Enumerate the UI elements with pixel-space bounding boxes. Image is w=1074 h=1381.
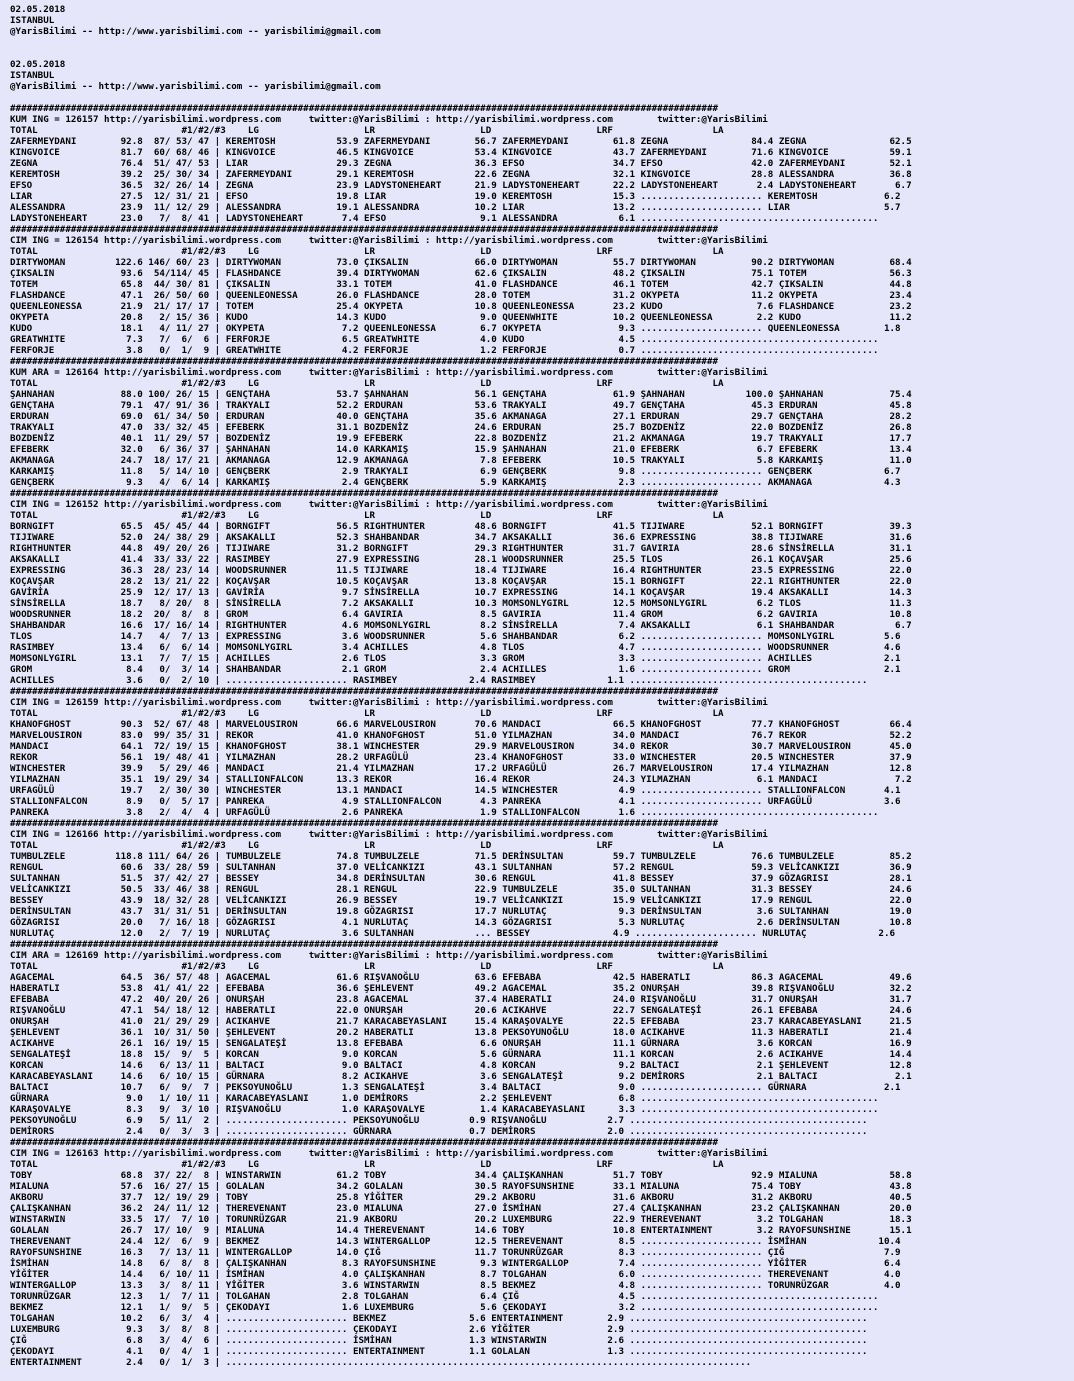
race-separator: ################################################################################################################################ <box>10 224 719 235</box>
horse-row: KARKAMIŞ 11.8 5/ 14/ 10 | GENÇBERK 2.9 TRAKYALI 6.9 GENÇBERK 9.8 ...................... GENÇBERK 6.7 <box>10 466 901 477</box>
horse-row: RIŞVANOĞLU 47.1 54/ 18/ 12 | HABERATLI 22.0 ONURŞAH 20.6 ACIKAHVE 22.7 SENGALATEŞİ 26.1 EFEBABA 24.6 <box>10 1005 912 1016</box>
horse-row: ÇIKSALIN 93.6 54/114/ 45 | FLASHDANCE 39.4 DIRTYWOMAN 62.6 ÇIKSALIN 48.2 ÇIKSALIN 75.1 TOTEM 56.3 <box>10 268 912 279</box>
race-title: KUM ARA = 126164 http://yarisbilimi.wordpress.com twitter:@YarisBilimi : http://yarisbilimi.wordpress.com twitter:@YarisBilimi <box>10 367 768 378</box>
horse-row: SHAHBANDAR 16.6 17/ 16/ 14 | RIGHTHUNTER 4.6 MOMSONLYGIRL 8.2 SİNSİRELLA 7.4 AKSAKALLI 6.1 SHAHBANDAR 6.7 <box>10 620 912 631</box>
horse-row: ŞAHNAHAN 88.0 100/ 26/ 15 | GENÇTAHA 53.7 ŞAHNAHAN 56.1 GENÇTAHA 61.9 ŞAHNAHAN 100.0 ŞAHNAHAN 75.4 <box>10 389 912 400</box>
horse-row: WOODSRUNNER 18.2 20/ 8/ 8 | GROM 6.4 GAVIRIA 8.5 GAVIRIA 11.4 GROM 6.2 GAVIRIA 10.8 <box>10 609 912 620</box>
horse-row: GROM 8.4 0/ 3/ 14 | SHAHBANDAR 2.1 GROM 2.4 ACHILLES 1.6 ...................... GROM 2.1 <box>10 664 901 675</box>
horse-row: DIRTYWOMAN 122.6 146/ 60/ 23 | DIRTYWOMAN 73.0 ÇIKSALIN 66.0 DIRTYWOMAN 55.7 DIRTYWOMAN 90.2 DIRTYWOMAN 68.4 <box>10 257 912 268</box>
horse-row: GÖZAGRISI 20.0 7/ 16/ 18 | GÖZAGRISI 4.1 NURLUTAÇ 14.3 GÖZAGRISI 5.3 NURLUTAÇ 2.6 DERİNSULTAN 10.8 <box>10 917 912 928</box>
horse-row: REKOR 56.1 19/ 48/ 41 | YILMAZHAN 28.2 URFAGÜLÜ 23.4 KHANOFGHOST 33.0 WINCHESTER 20.5 WINCHESTER 37.9 <box>10 752 912 763</box>
horse-row: GENÇTAHA 79.1 47/ 91/ 36 | TRAKYALI 52.2 ERDURAN 53.6 TRAKYALI 49.7 GENÇTAHA 45.3 ERDURAN 45.8 <box>10 400 912 411</box>
horse-row: QUEENLEONESSA 21.9 21/ 17/ 17 | TOTEM 25.4 OKYPETA 10.8 QUEENLEONESSA 23.2 KUDO 7.6 FLASHDANCE 23.2 <box>10 301 912 312</box>
horse-row: TRAKYALI 47.0 33/ 32/ 45 | EFEBERK 31.1 BOZDENİZ 24.6 ERDURAN 25.7 BOZDENİZ 22.0 BOZDENİZ 26.8 <box>10 422 912 433</box>
race-title: CIM ING = 126159 http://yarisbilimi.wordpress.com twitter:@YarisBilimi : http://yarisbilimi.wordpress.com twitter:@YarisBilimi <box>10 697 768 708</box>
horse-row: DERİNSULTAN 43.7 31/ 31/ 51 | DERİNSULTAN 19.8 GÖZAGRISI 17.7 NURLUTAÇ 9.3 DERİNSULTAN 3.6 SULTANHAN 19.0 <box>10 906 912 917</box>
horse-row: TUMBULZELE 118.8 111/ 64/ 26 | TUMBULZELE 74.8 TUMBULZELE 71.5 DERİNSULTAN 59.7 TUMBULZELE 76.6 TUMBULZELE 85.2 <box>10 851 912 862</box>
race-separator: ################################################################################################################################ <box>10 686 719 697</box>
horse-row: PANREKA 3.8 2/ 4/ 4 | URFAGÜLÜ 2.6 PANREKA 1.9 STALLIONFALCON 1.6 ........................................... <box>10 807 879 818</box>
horse-row: BOZDENİZ 40.1 11/ 29/ 57 | BOZDENİZ 19.9 EFEBERK 22.8 BOZDENİZ 21.2 AKMANAGA 19.7 TRAKYALI 17.7 <box>10 433 912 444</box>
race-title: CIM ING = 126166 http://yarisbilimi.wordpress.com twitter:@YarisBilimi : http://yarisbilimi.wordpress.com twitter:@YarisBilimi <box>10 829 768 840</box>
horse-row: WINTERGALLOP 13.3 3/ 8/ 11 | YİĞİTER 3.6 WINSTARWIN 8.5 BEKMEZ 4.8 ...................... TORUNRÜZGAR 4.0 <box>10 1280 901 1291</box>
horse-row: ONURŞAH 41.0 21/ 29/ 29 | ACIKAHVE 21.7 KARACABEYASLANI 15.4 KARAŞOVALYE 22.5 EFEBABA 23.7 KARACABEYASLANI 21.5 <box>10 1016 912 1027</box>
horse-row: EFSO 36.5 32/ 26/ 14 | ZEGNA 23.9 LADYSTONEHEART 21.9 LADYSTONEHEART 22.2 LADYSTONEHEART 2.4 LADYSTONEHEART 6.7 <box>10 180 912 191</box>
horse-row: SULTANHAN 51.5 37/ 42/ 27 | BESSEY 34.8 DERİNSULTAN 30.6 RENGUL 41.8 BESSEY 37.9 GÖZAGRISI 28.1 <box>10 873 912 884</box>
horse-row: İSMİHAN 14.8 6/ 8/ 8 | ÇALIŞKANHAN 8.3 RAYOFSUNSHINE 9.3 WINTERGALLOP 7.4 ...................... YİĞİTER 6.4 <box>10 1258 901 1269</box>
horse-row: AKBORU 37.7 12/ 19/ 29 | TOBY 25.8 YİĞİTER 29.2 AKBORU 31.6 AKBORU 31.2 AKBORU 40.5 <box>10 1192 912 1203</box>
horse-row: BESSEY 43.9 18/ 32/ 28 | VELİCANKIZI 26.9 BESSEY 19.7 VELİCANKIZI 15.9 VELİCANKIZI 17.9 RENGUL 22.0 <box>10 895 912 906</box>
horse-row: ALESSANDRA 23.9 11/ 12/ 29 | ALESSANDRA 19.1 ALESSANDRA 10.2 LIAR 13.2 ...................... LIAR 5.7 <box>10 202 901 213</box>
horse-row: NURLUTAÇ 12.0 2/ 7/ 19 | NURLUTAÇ 3.6 SULTANHAN ... BESSEY 4.9 ...................... NURLUTAÇ 2.6 <box>10 928 896 939</box>
horse-row: THEREVENANT 24.4 12/ 6/ 9 | BEKMEZ 14.3 WINTERGALLOP 12.5 THEREVENANT 8.5 ...................... İSMİHAN 10.4 <box>10 1236 901 1247</box>
horse-row: RIGHTHUNTER 44.8 49/ 20/ 26 | TIJIWARE 31.2 BORNGIFT 29.3 RIGHTHUNTER 31.7 GAVIRIA 28.6 SİNSİRELLA 31.1 <box>10 543 912 554</box>
horse-row: GENÇBERK 9.3 4/ 6/ 14 | KARKAMIŞ 2.4 GENÇBERK 5.9 KARKAMIŞ 2.3 ...................... AKMANAGA 4.3 <box>10 477 901 488</box>
header-line: 02.05.2018 <box>10 4 66 15</box>
horse-row: ÇIĞ 6.8 3/ 4/ 6 | ...................... İSMİHAN 1.3 WINSTARWIN 2.6 ........................................... <box>10 1335 868 1346</box>
horse-row: LUXEMBURG 9.3 3/ 8/ 8 | ...................... ÇEKODAYI 2.6 YİĞİTER 2.9 ........................................... <box>10 1324 868 1335</box>
column-header: TOTAL #1/#2/#3 LG LR LD LRF LA <box>10 246 724 257</box>
header-line: @YarisBilimi -- http://www.yarisbilimi.com -- yarisbilimi@gmail.com <box>10 26 381 37</box>
horse-row: PEKSOYUNOĞLU 6.9 5/ 11/ 2 | ...................... PEKSOYUNOĞLU 0.9 RIŞVANOĞLU 2.7 ........................................... <box>10 1115 868 1126</box>
header-line <box>10 48 1074 59</box>
horse-row: FLASHDANCE 47.1 26/ 50/ 60 | QUEENLEONESSA 26.0 FLASHDANCE 28.0 TOTEM 31.2 OKYPETA 11.2 OKYPETA 23.4 <box>10 290 912 301</box>
horse-row: KARAŞOVALYE 8.3 9/ 3/ 10 | RIŞVANOĞLU 1.0 KARAŞOVALYE 1.4 KARACABEYASLANI 3.3 ........................................... <box>10 1104 879 1115</box>
race-title: CIM ING = 126154 http://yarisbilimi.wordpress.com twitter:@YarisBilimi : http://yarisbilimi.wordpress.com twitter:@YarisBilimi <box>10 235 768 246</box>
race-separator: ################################################################################################################################ <box>10 103 719 114</box>
horse-row: ŞEHLEVENT 36.1 10/ 31/ 50 | ŞEHLEVENT 20.2 HABERATLI 13.8 PEKSOYUNOĞLU 18.0 ACIKAHVE 11.3 HABERATLI 21.4 <box>10 1027 912 1038</box>
column-header: TOTAL #1/#2/#3 LG LR LD LRF LA <box>10 378 724 389</box>
race-title: CIM ING = 126163 http://yarisbilimi.wordpress.com twitter:@YarisBilimi : http://yarisbilimi.wordpress.com twitter:@YarisBilimi <box>10 1148 768 1159</box>
horse-row: ÇALIŞKANHAN 36.2 24/ 11/ 12 | THEREVENANT 23.0 MIALUNA 27.0 İSMİHAN 27.4 ÇALIŞKANHAN 23.2 ÇALIŞKANHAN 20.0 <box>10 1203 912 1214</box>
horse-row: FERFORJE 3.8 0/ 1/ 9 | GREATWHITE 4.2 FERFORJE 1.2 FERFORJE 0.7 ........................................... <box>10 345 879 356</box>
horse-row: BEKMEZ 12.1 1/ 9/ 5 | ÇEKODAYI 1.6 LUXEMBURG 5.6 ÇEKODAYI 3.2 ........................................... <box>10 1302 879 1313</box>
horse-row: AKSAKALLI 41.4 33/ 33/ 22 | RASIMBEY 27.9 EXPRESSING 28.1 WOODSRUNNER 25.5 TLOS 26.1 KOÇAVŞAR 25.6 <box>10 554 912 565</box>
horse-row: LADYSTONEHEART 23.0 7/ 8/ 41 | LADYSTONEHEART 7.4 EFSO 9.1 ALESSANDRA 6.1 ........................................... <box>10 213 879 224</box>
horse-row: KEREMTOSH 39.2 25/ 30/ 34 | ZAFERMEYDANI 29.1 KEREMTOSH 22.6 ZEGNA 32.1 KINGVOICE 28.8 ALESSANDRA 36.8 <box>10 169 912 180</box>
horse-row: EFEBABA 47.2 40/ 20/ 26 | ONURŞAH 23.8 AGACEMAL 37.4 HABERATLI 24.0 RIŞVANOĞLU 31.7 ONURŞAH 31.7 <box>10 994 912 1005</box>
horse-row: EFEBERK 32.0 6/ 36/ 37 | ŞAHNAHAN 14.0 KARKAMIŞ 15.9 ŞAHNAHAN 21.0 EFEBERK 6.7 EFEBERK 13.4 <box>10 444 912 455</box>
race-title: CIM ING = 126152 http://yarisbilimi.wordpress.com twitter:@YarisBilimi : http://yarisbilimi.wordpress.com twitter:@YarisBilimi <box>10 499 768 510</box>
horse-row: LIAR 27.5 12/ 31/ 21 | EFSO 19.8 LIAR 19.0 KEREMTOSH 15.3 ...................... KEREMTOSH 6.2 <box>10 191 901 202</box>
horse-row: MANDACI 64.1 72/ 19/ 15 | KHANOFGHOST 38.1 WINCHESTER 29.9 MARVELOUSIRON 34.0 REKOR 30.7 MARVELOUSIRON 45.0 <box>10 741 912 752</box>
horse-row: WINSTARWIN 33.5 17/ 7/ 10 | TORUNRÜZGAR 21.9 AKBORU 20.2 LUXEMBURG 22.9 THEREVENANT 3.2 TOLGAHAN 18.3 <box>10 1214 912 1225</box>
horse-row: RAYOFSUNSHINE 16.3 7/ 13/ 11 | WINTERGALLOP 14.0 ÇIĞ 11.7 TORUNRÜZGAR 8.3 ...................... ÇIĞ 7.9 <box>10 1247 901 1258</box>
horse-row: ZAFERMEYDANI 92.8 87/ 53/ 47 | KEREMTOSH 53.9 ZAFERMEYDANI 56.7 ZAFERMEYDANI 61.8 ZEGNA 84.4 ZEGNA 62.5 <box>10 136 912 147</box>
horse-row: WINCHESTER 39.9 5/ 29/ 46 | MANDACI 21.4 YILMAZHAN 17.2 URFAGÜLÜ 26.7 MARVELOUSIRON 17.4 YILMAZHAN 12.8 <box>10 763 912 774</box>
horse-row: KINGVOICE 81.7 60/ 68/ 46 | KINGVOICE 46.5 KINGVOICE 53.4 KINGVOICE 43.7 ZAFERMEYDANI 71.6 KINGVOICE 59.1 <box>10 147 912 158</box>
horse-row: RASIMBEY 13.4 6/ 6/ 14 | MOMSONLYGIRL 3.4 ACHILLES 4.8 TLOS 4.7 ...................... WOODSRUNNER 4.6 <box>10 642 901 653</box>
column-header: TOTAL #1/#2/#3 LG LR LD LRF LA <box>10 510 724 521</box>
horse-row: GREATWHITE 7.3 7/ 6/ 6 | FERFORJE 6.5 GREATWHITE 4.0 KUDO 4.5 ........................................... <box>10 334 879 345</box>
horse-row: AGACEMAL 64.5 36/ 57/ 48 | AGACEMAL 61.6 RIŞVANOĞLU 63.6 EFEBABA 42.5 HABERATLI 86.3 AGACEMAL 49.6 <box>10 972 912 983</box>
header-line <box>10 92 1074 103</box>
horse-row: MARVELOUSIRON 83.0 99/ 35/ 31 | REKOR 41.0 KHANOFGHOST 51.0 YILMAZHAN 34.0 MANDACI 76.7 REKOR 52.2 <box>10 730 912 741</box>
race-separator: ################################################################################################################################ <box>10 356 719 367</box>
horse-row: KORCAN 14.6 6/ 13/ 11 | BALTACI 9.0 BALTACI 4.8 KORCAN 9.2 BALTACI 2.1 ŞEHLEVENT 12.8 <box>10 1060 912 1071</box>
horse-row: MIALUNA 57.6 16/ 27/ 15 | GOLALAN 34.2 GOLALAN 30.5 RAYOFSUNSHINE 33.1 MIALUNA 75.4 TOBY 43.8 <box>10 1181 912 1192</box>
column-header: TOTAL #1/#2/#3 LG LR LD LRF LA <box>10 1159 724 1170</box>
horse-row: URFAGÜLÜ 19.7 2/ 30/ 30 | WINCHESTER 13.1 MANDACI 14.5 WINCHESTER 4.9 ...................... STALLIONFALCON 4.1 <box>10 785 901 796</box>
horse-row: RENGUL 60.6 33/ 28/ 59 | SULTANHAN 37.0 VELİCANKIZI 43.1 SULTANHAN 57.2 RENGUL 59.3 VELİCANKIZI 36.9 <box>10 862 912 873</box>
column-header: TOTAL #1/#2/#3 LG LR LD LRF LA <box>10 708 724 719</box>
horse-row: YİĞİTER 14.4 6/ 10/ 11 | İSMİHAN 4.0 ÇALIŞKANHAN 8.7 TOLGAHAN 6.0 ...................... THEREVENANT 4.0 <box>10 1269 901 1280</box>
horse-row: AKMANAGA 24.7 18/ 17/ 21 | AKMANAGA 12.9 AKMANAGA 7.8 EFEBERK 10.5 TRAKYALI 5.8 KARKAMIŞ 11.0 <box>10 455 912 466</box>
horse-row: KOÇAVŞAR 28.2 13/ 21/ 22 | KOÇAVŞAR 10.5 KOÇAVŞAR 13.8 KOÇAVŞAR 15.1 BORNGIFT 22.1 RIGHTHUNTER 22.0 <box>10 576 912 587</box>
horse-row: KUDO 18.1 4/ 11/ 27 | OKYPETA 7.2 QUEENLEONESSA 6.7 OKYPETA 9.3 ...................... QUEENLEONESSA 1.8 <box>10 323 901 334</box>
race-separator: ################################################################################################################################ <box>10 818 719 829</box>
horse-row: BALTACI 10.7 6/ 9/ 7 | PEKSOYUNOĞLU 1.3 SENGALATEŞİ 3.4 BALTACI 9.0 ...................... GÜRNARA 2.1 <box>10 1082 901 1093</box>
horse-row: DEMİRORS 2.4 0/ 3/ 3 | ...................... GÜRNARA 0.7 DEMİRORS 2.0 ........................................... <box>10 1126 868 1137</box>
horse-row: KARACABEYASLANI 14.6 6/ 10/ 15 | GÜRNARA 8.2 ACIKAHVE 3.6 SENGALATEŞİ 9.2 DEMİRORS 2.1 BALTACI 2.1 <box>10 1071 912 1082</box>
header-line <box>10 37 1074 48</box>
horse-row: ZEGNA 76.4 51/ 47/ 53 | LIAR 29.3 ZEGNA 36.3 EFSO 34.7 EFSO 42.0 ZAFERMEYDANI 52.1 <box>10 158 912 169</box>
horse-row: GÜRNARA 9.0 1/ 10/ 11 | KARACABEYASLANI 1.0 DEMİRORS 2.2 ŞEHLEVENT 6.8 ........................................... <box>10 1093 879 1104</box>
horse-row: SENGALATEŞİ 18.8 15/ 9/ 5 | KORCAN 9.0 KORCAN 5.6 GÜRNARA 11.1 KORCAN 2.6 ACIKAHVE 14.4 <box>10 1049 912 1060</box>
column-header: TOTAL #1/#2/#3 LG LR LD LRF LA <box>10 840 724 851</box>
horse-row: TOBY 68.8 37/ 22/ 8 | WINSTARWIN 61.2 TOBY 34.4 ÇALIŞKANHAN 51.7 TOBY 92.9 MIALUNA 58.8 <box>10 1170 912 1181</box>
horse-row: ENTERTAINMENT 2.4 0/ 1/ 3 | ............................................................................................... <box>10 1357 752 1368</box>
horse-row: YILMAZHAN 35.1 19/ 29/ 34 | STALLIONFALCON 13.3 REKOR 16.4 REKOR 24.3 YILMAZHAN 6.1 MANDACI 7.2 <box>10 774 912 785</box>
horse-row: BORNGIFT 65.5 45/ 45/ 44 | BORNGIFT 56.5 RIGHTHUNTER 48.6 BORNGIFT 41.5 TIJIWARE 52.1 BORNGIFT 39.3 <box>10 521 912 532</box>
horse-row: HABERATLI 53.8 41/ 41/ 22 | EFEBABA 36.6 ŞEHLEVENT 49.2 AGACEMAL 35.2 ONURŞAH 39.8 RIŞVANOĞLU 32.2 <box>10 983 912 994</box>
race-title: CIM ARA = 126169 http://yarisbilimi.wordpress.com twitter:@YarisBilimi : http://yarisbilimi.wordpress.com twitter:@YarisBilimi <box>10 950 768 961</box>
horse-row: GOLALAN 26.7 17/ 10/ 9 | MIALUNA 14.4 THEREVENANT 14.6 TOBY 10.8 ENTERTAINMENT 3.2 RAYOFSUNSHINE 15.1 <box>10 1225 912 1236</box>
column-header: TOTAL #1/#2/#3 LG LR LD LRF LA <box>10 125 724 136</box>
horse-row: MOMSONLYGIRL 13.1 7/ 7/ 15 | ACHILLES 2.6 TLOS 3.3 GROM 3.3 ...................... ACHILLES 2.1 <box>10 653 901 664</box>
race-separator: ################################################################################################################################ <box>10 939 719 950</box>
horse-row: TIJIWARE 52.0 24/ 38/ 29 | AKSAKALLI 52.3 SHAHBANDAR 34.7 AKSAKALLI 36.6 EXPRESSING 38.8 TIJIWARE 31.6 <box>10 532 912 543</box>
horse-row: TORUNRÜZGAR 12.3 1/ 7/ 11 | TOLGAHAN 2.8 TOLGAHAN 6.4 ÇIĞ 4.5 ........................................... <box>10 1291 879 1302</box>
horse-row: KHANOFGHOST 90.3 52/ 67/ 48 | MARVELOUSIRON 66.6 MARVELOUSIRON 70.6 MANDACI 66.5 KHANOFGHOST 77.7 KHANOFGHOST 66.4 <box>10 719 912 730</box>
horse-row: ERDURAN 69.0 61/ 34/ 50 | ERDURAN 40.0 GENÇTAHA 35.6 AKMANAGA 27.1 ERDURAN 29.7 GENÇTAHA 28.2 <box>10 411 912 422</box>
horse-row: VELİCANKIZI 50.5 33/ 46/ 38 | RENGUL 28.1 RENGUL 22.9 TUMBULZELE 35.0 SULTANHAN 31.3 BESSEY 24.6 <box>10 884 912 895</box>
race-separator: ################################################################################################################################ <box>10 1137 719 1148</box>
header-line: @YarisBilimi -- http://www.yarisbilimi.com -- yarisbilimi@gmail.com <box>10 81 381 92</box>
horse-row: EXPRESSING 36.3 28/ 23/ 14 | WOODSRUNNER 11.5 TIJIWARE 18.4 TIJIWARE 16.4 RIGHTHUNTER 23.5 EXPRESSING 22.0 <box>10 565 912 576</box>
horse-row: ÇEKODAYI 4.1 0/ 4/ 1 | ...................... ENTERTAINMENT 1.1 GOLALAN 1.3 ........................................... <box>10 1346 868 1357</box>
race-separator: ################################################################################################################################ <box>10 488 719 499</box>
horse-row: TOTEM 65.8 44/ 30/ 81 | ÇIKSALIN 33.1 TOTEM 41.0 FLASHDANCE 46.1 TOTEM 42.7 ÇIKSALIN 44.8 <box>10 279 912 290</box>
header-line: ISTANBUL <box>10 15 55 26</box>
horse-row: OKYPETA 20.8 2/ 15/ 36 | KUDO 14.3 KUDO 9.0 QUEENWHITE 10.2 QUEENLEONESSA 2.2 KUDO 11.2 <box>10 312 912 323</box>
horse-row: TOLGAHAN 10.2 6/ 3/ 4 | ...................... BEKMEZ 5.6 ENTERTAINMENT 2.9 ........................................... <box>10 1313 868 1324</box>
horse-row: SİNSİRELLA 18.7 8/ 20/ 8 | SİNSİRELLA 7.2 AKSAKALLI 10.3 MOMSONLYGIRL 12.5 MOMSONLYGIRL 6.2 TLOS 11.3 <box>10 598 912 609</box>
header-line: ISTANBUL <box>10 70 55 81</box>
horse-row: GAVİRİA 25.9 12/ 17/ 13 | GAVİRİA 9.7 SİNSİRELLA 10.7 EXPRESSING 14.1 KOÇAVŞAR 19.4 AKSAKALLI 14.3 <box>10 587 912 598</box>
horse-row: ACHILLES 3.6 0/ 2/ 10 | ...................... RASIMBEY 2.4 RASIMBEY 1.1 ........................................... <box>10 675 868 686</box>
column-header: TOTAL #1/#2/#3 LG LR LD LRF LA <box>10 961 724 972</box>
horse-row: STALLIONFALCON 8.9 0/ 5/ 17 | PANREKA 4.9 STALLIONFALCON 4.3 PANREKA 4.1 ...................... URFAGÜLÜ 3.6 <box>10 796 901 807</box>
horse-row: ACIKAHVE 26.1 16/ 19/ 15 | SENGALATEŞİ 13.8 EFEBABA 6.6 ONURŞAH 11.1 GÜRNARA 3.6 KORCAN 16.9 <box>10 1038 912 1049</box>
header-line: 02.05.2018 <box>10 59 66 70</box>
race-title: KUM ING = 126157 http://yarisbilimi.wordpress.com twitter:@YarisBilimi : http://yarisbilimi.wordpress.com twitter:@YarisBilimi <box>10 114 768 125</box>
horse-row: TLOS 14.7 4/ 7/ 13 | EXPRESSING 3.6 WOODSRUNNER 5.6 SHAHBANDAR 6.2 ...................... MOMSONLYGIRL 5.6 <box>10 631 901 642</box>
